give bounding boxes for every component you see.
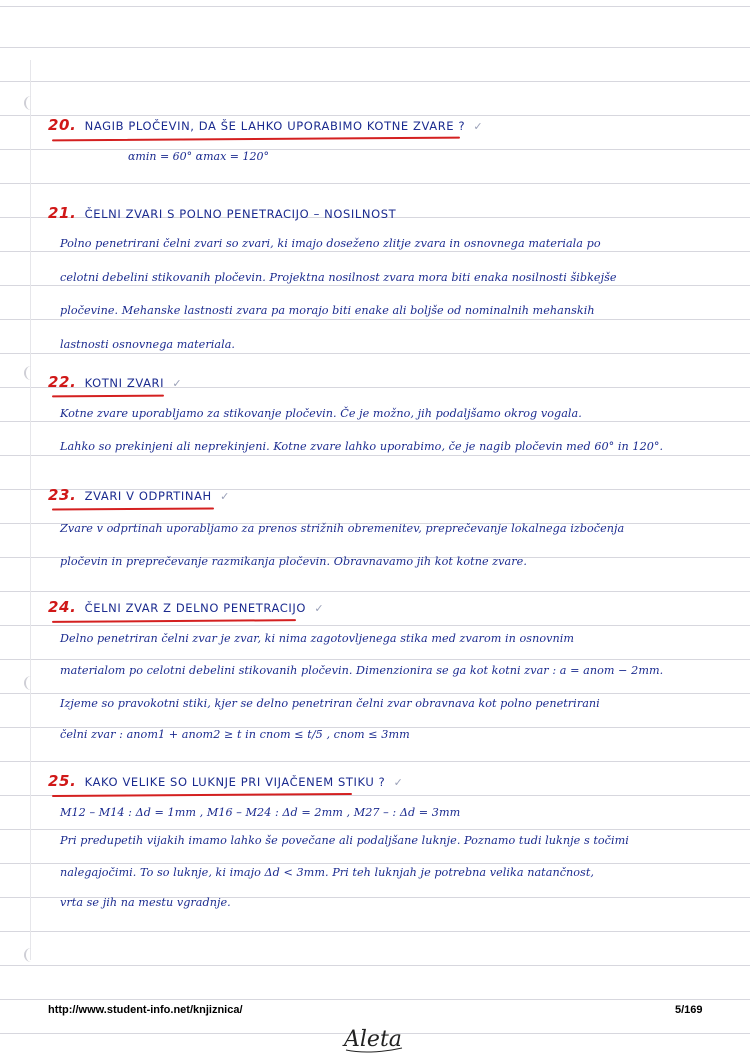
text-line: Pri predupetih vijakih imamo lahko še povečane ali podaljšane luknje. Poznamo tudi luknje s točimi	[60, 834, 629, 847]
text-line: Lahko so prekinjeni ali neprekinjeni. Kotne zvare lahko uporabimo, če je nagib pločevin med 60° in 120°.	[60, 440, 664, 453]
section-title: KAKO VELIKE SO LUKNJE PRI VIJAČENEM STIKU	[84, 775, 375, 789]
section-title: ČELNI ZVAR Z DELNO PENETRACIJO	[84, 601, 307, 615]
question-mark: ?	[458, 119, 466, 133]
section-title: NAGIB PLOČEVIN, DA ŠE LAHKO UPORABIMO KOTNE ZVARE	[84, 119, 455, 133]
text-line: celotni debelini stikovanih pločevin. Projektna nosilnost zvara mora biti enaka nosilnosti šibkejše	[60, 271, 617, 284]
section-title: ZVARI V ODPRTINAH	[84, 489, 212, 503]
heading-underline	[52, 395, 164, 398]
section-heading	[48, 598, 324, 616]
heading-underline	[52, 507, 214, 510]
text-line: Delno penetriran čelni zvar je zvar, ki nima zagotovljenega stika med zvarom in osnovnim	[60, 632, 575, 645]
text-line: lastnosti osnovnega materiala.	[60, 338, 236, 351]
margin-line	[30, 60, 31, 960]
section-title: ČELNI ZVARI S POLNO PENETRACIJO – NOSILNOST	[84, 207, 397, 221]
check-icon: ✓	[172, 377, 183, 390]
section-number: 22.	[48, 373, 77, 391]
text-line: M12 – M14 : Δd = 1mm , M16 – M24 : Δd = 2mm , M27 – : Δd = 3mm	[60, 806, 461, 819]
section-number: 23.	[48, 486, 77, 504]
heading-underline	[52, 619, 296, 623]
text-line: Kotne zvare uporabljamo za stikovanje pločevin. Če je možno, jih podaljšamo okrog vogala.	[60, 407, 582, 420]
section-heading	[48, 486, 230, 504]
check-icon: ✓	[220, 490, 230, 503]
section-number: 20.	[48, 116, 77, 134]
heading-underline	[52, 793, 352, 797]
binder-hole	[24, 96, 36, 110]
text-line: pločevin in preprečevanje razmikanja pločevin. Obravnavamo jih kot kotne zvare.	[60, 555, 527, 568]
text-line: Polno penetrirani čelni zvari so zvari, ki imajo doseženo zlitje zvara in osnovnega materiala po	[60, 237, 601, 250]
check-icon: ✓	[473, 120, 484, 133]
text-line: nalegajočimi. To so luknje, ki imajo Δd < 3mm. Pri teh luknjah je potrebna velika natančnost,	[60, 866, 594, 879]
check-icon: ✓	[314, 602, 325, 615]
footer-url-link[interactable]: http://www.student-info.net/knjiznica/	[48, 1004, 243, 1016]
text-line: Zvare v odprtinah uporabljamo za prenos strižnih obremenitev, preprečevanje lokalnega izbočenja	[60, 522, 625, 535]
question-mark: ?	[378, 775, 386, 789]
text-line: vrta se jih na mestu vgradnje.	[60, 896, 231, 909]
heading-underline	[52, 137, 460, 142]
section-heading	[48, 204, 396, 222]
section-number: 21.	[48, 204, 77, 222]
page-number: 5/169	[675, 1004, 703, 1016]
text-line: čelni zvar : anom1 + anom2 ≥ t in cnom ≤ t/5 , cnom ≤ 3mm	[60, 728, 410, 741]
binder-hole	[24, 366, 36, 380]
section-number: 24.	[48, 598, 77, 616]
section-heading	[48, 772, 403, 790]
signature-text: Aleta	[344, 1027, 402, 1052]
binder-hole	[24, 676, 36, 690]
text-line: Izjeme so pravokotni stiki, kjer se delno penetriran čelni zvar obravnava kot polno penetrirani	[60, 697, 600, 710]
text-line: materialom po celotni debelini stikovanih pločevin. Dimenzionira se ga kot kotni zvar : a = anom − 2mm.	[60, 664, 664, 677]
section-number: 25.	[48, 772, 77, 790]
text-line: pločevine. Mehanske lastnosti zvara pa morajo biti enake ali boljše od nominalnih mehanskih	[60, 304, 595, 317]
signature-logo	[340, 1020, 410, 1054]
section-heading	[48, 373, 182, 391]
angle-formula: αmin = 60° αmax = 120°	[128, 150, 269, 163]
section-title: KOTNI ZVARI	[84, 376, 165, 390]
binder-hole	[24, 948, 36, 962]
section-heading	[48, 116, 483, 134]
check-icon: ✓	[393, 776, 404, 789]
